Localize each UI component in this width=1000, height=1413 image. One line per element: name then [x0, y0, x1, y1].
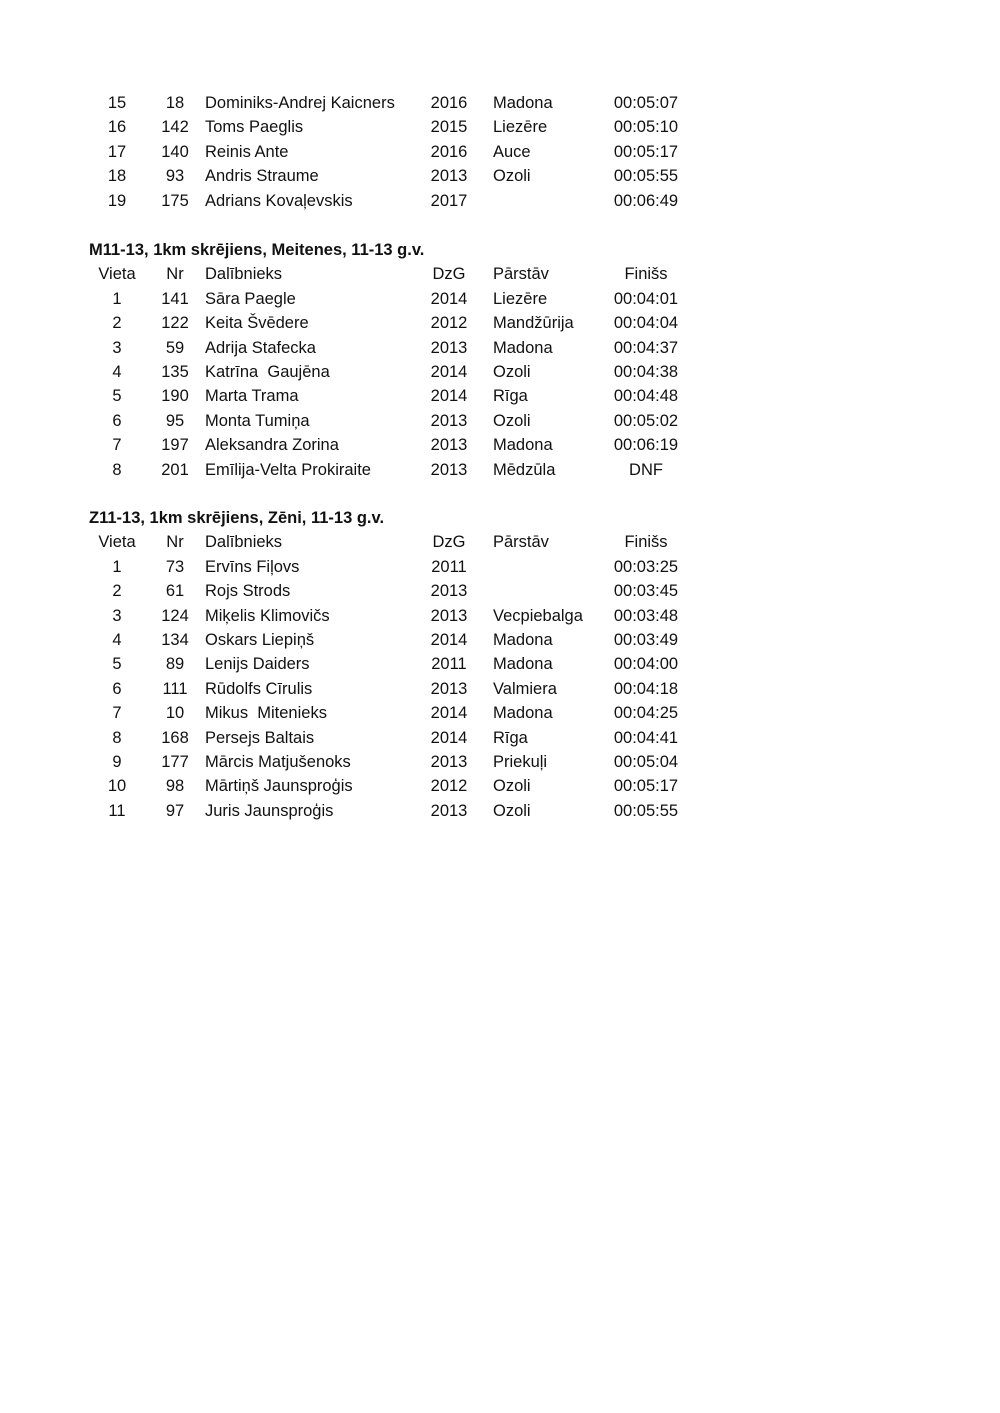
club-cell: Liezēre: [493, 118, 548, 137]
bib-number-cell: 122: [161, 314, 189, 333]
club-cell: Valmiera: [493, 679, 557, 698]
finish-time-cell: 00:06:19: [613, 436, 679, 455]
bib-number-cell: 201: [161, 460, 189, 479]
column-header-club: Pārstāv: [493, 533, 549, 552]
birth-year-cell: 2015: [430, 118, 468, 137]
table-row: [0, 652, 1000, 676]
table-row: [0, 189, 1000, 213]
bib-number-cell: 141: [161, 289, 189, 308]
birth-year-cell: 2013: [430, 582, 468, 601]
finish-time-cell: 00:04:18: [613, 679, 679, 698]
participant-name-cell: Adrians Kovaļevskis: [205, 191, 353, 210]
participant-name-cell: Emīlija-Velta Prokiraite: [205, 460, 371, 479]
bib-number-cell: 142: [161, 118, 189, 137]
participant-name-cell: Persejs Baltais: [205, 728, 315, 747]
birth-year-cell: 2016: [430, 94, 468, 112]
club-cell: Rīga: [493, 728, 528, 747]
participant-name-cell: Rūdolfs Cīrulis: [205, 679, 313, 698]
table-row: [0, 555, 1000, 579]
participant-name-cell: Adrija Stafecka: [205, 338, 316, 357]
table-row: [0, 799, 1000, 823]
bib-number-cell: 93: [165, 167, 185, 186]
table-row: [0, 311, 1000, 335]
table-row: [0, 750, 1000, 774]
bib-number-cell: 97: [165, 801, 185, 820]
birth-year-cell: 2014: [430, 289, 468, 308]
bib-number-cell: 95: [165, 411, 185, 430]
place-cell: 19: [107, 191, 127, 210]
place-cell: 4: [112, 362, 122, 381]
club-cell: Madona: [493, 704, 553, 723]
birth-year-cell: 2013: [430, 606, 468, 625]
table-row: [0, 91, 1000, 115]
place-cell: 7: [112, 704, 122, 723]
table-row: [0, 360, 1000, 384]
column-header-place: Vieta: [98, 533, 136, 552]
birth-year-cell: 2013: [430, 436, 468, 455]
birth-year-cell: 2013: [430, 167, 468, 186]
birth-year-cell: 2013: [430, 679, 468, 698]
birth-year-cell: 2012: [430, 777, 468, 796]
participant-name-cell: Miķelis Klimovičs: [205, 606, 330, 625]
club-cell: Ozoli: [493, 167, 531, 186]
finish-time-cell: 00:04:25: [613, 704, 679, 723]
place-cell: 6: [112, 679, 122, 698]
results-section-boys-11-13: [0, 506, 1000, 823]
finish-time-cell: DNF: [629, 460, 663, 479]
participant-name-cell: Toms Paeglis: [205, 118, 304, 137]
participant-name-cell: Juris Jaunsproģis: [205, 801, 334, 820]
club-cell: Mēdzūla: [493, 460, 556, 479]
participant-name-cell: Keita Švēdere: [205, 314, 309, 333]
bib-number-cell: 197: [161, 436, 189, 455]
finish-time-cell: 00:03:48: [613, 606, 679, 625]
column-header-birth-year: DzG: [432, 265, 466, 284]
table-row: [0, 409, 1000, 433]
finish-time-cell: 00:05:02: [613, 411, 679, 430]
bib-number-cell: 59: [165, 338, 185, 357]
club-cell: Liezēre: [493, 289, 548, 308]
participant-name-cell: Mārtiņš Jaunsproģis: [205, 777, 353, 796]
table-row: [0, 458, 1000, 482]
bib-number-cell: 134: [161, 630, 189, 649]
bib-number-cell: 190: [161, 387, 189, 406]
birth-year-cell: 2014: [430, 630, 468, 649]
birth-year-cell: 2012: [430, 314, 468, 333]
table-row: [0, 287, 1000, 311]
birth-year-cell: 2013: [430, 801, 468, 820]
table-row: [0, 115, 1000, 139]
bib-number-cell: 168: [161, 728, 189, 747]
participant-name-cell: Sāra Paegle: [205, 289, 296, 308]
table-row: [0, 701, 1000, 725]
birth-year-cell: 2014: [430, 362, 468, 381]
table-row: [0, 164, 1000, 188]
place-cell: 15: [107, 94, 127, 112]
table-row: [0, 433, 1000, 457]
finish-time-cell: 00:05:07: [613, 94, 679, 112]
birth-year-cell: 2014: [430, 704, 468, 723]
place-cell: 17: [107, 142, 127, 161]
bib-number-cell: 177: [161, 752, 189, 771]
club-cell: Rīga: [493, 387, 528, 406]
place-cell: 9: [112, 752, 122, 771]
bib-number-cell: 140: [161, 142, 189, 161]
finish-time-cell: 00:04:38: [613, 362, 679, 381]
club-cell: Ozoli: [493, 411, 531, 430]
table-row: [0, 579, 1000, 603]
birth-year-cell: 2011: [431, 557, 467, 576]
place-cell: 4: [112, 630, 122, 649]
bib-number-cell: 98: [165, 777, 185, 796]
club-cell: Ozoli: [493, 777, 531, 796]
birth-year-cell: 2011: [431, 655, 467, 674]
participant-name-cell: Dominiks-Andrej Kaicners: [205, 94, 395, 112]
place-cell: 5: [112, 387, 122, 406]
finish-time-cell: 00:04:04: [613, 314, 679, 333]
birth-year-cell: 2013: [430, 338, 468, 357]
column-header-finish: Finišs: [624, 265, 668, 284]
place-cell: 6: [112, 411, 122, 430]
finish-time-cell: 00:06:49: [613, 191, 679, 210]
place-cell: 1: [112, 289, 122, 308]
club-cell: Vecpiebalga: [493, 606, 583, 625]
participant-name-cell: Rojs Strods: [205, 582, 291, 601]
table-row: [0, 677, 1000, 701]
place-cell: 11: [108, 801, 126, 820]
finish-time-cell: 00:03:25: [613, 557, 679, 576]
place-cell: 16: [107, 118, 127, 137]
birth-year-cell: 2014: [430, 387, 468, 406]
birth-year-cell: 2014: [430, 728, 468, 747]
club-cell: Mandžūrija: [493, 314, 574, 333]
column-header-finish: Finišs: [624, 533, 668, 552]
place-cell: 3: [112, 338, 122, 357]
place-cell: 7: [112, 436, 122, 455]
bib-number-cell: 89: [165, 655, 185, 674]
finish-time-cell: 00:04:01: [613, 289, 679, 308]
place-cell: 2: [112, 582, 122, 601]
club-cell: Madona: [493, 94, 553, 112]
section-title: Z11-13, 1km skrējiens, Zēni, 11-13 g.v.: [89, 509, 385, 527]
club-cell: Priekuļi: [493, 752, 548, 771]
participant-name-cell: Mārcis Matjušenoks: [205, 752, 351, 771]
place-cell: 10: [107, 777, 127, 796]
column-header-birth-year: DzG: [432, 533, 466, 552]
birth-year-cell: 2013: [430, 752, 468, 771]
place-cell: 1: [112, 557, 122, 576]
participant-name-cell: Mikus Mitenieks: [205, 704, 327, 723]
club-cell: Madona: [493, 630, 553, 649]
participant-name-cell: Lenijs Daiders: [205, 655, 310, 674]
club-cell: Ozoli: [493, 801, 531, 820]
bib-number-cell: 135: [161, 362, 189, 381]
bib-number-cell: 61: [165, 582, 185, 601]
table-header-row: [0, 262, 1000, 286]
finish-time-cell: 00:04:41: [613, 728, 679, 747]
table-row: [0, 140, 1000, 164]
table-row: [0, 604, 1000, 628]
column-header-nr: Nr: [166, 533, 184, 552]
club-cell: Madona: [493, 338, 553, 357]
birth-year-cell: 2016: [430, 142, 468, 161]
finish-time-cell: 00:05:17: [613, 777, 679, 796]
finish-time-cell: 00:05:17: [613, 142, 679, 161]
table-row: [0, 384, 1000, 408]
participant-name-cell: Andris Straume: [205, 167, 319, 186]
place-cell: 5: [112, 655, 122, 674]
participant-name-cell: Aleksandra Zorina: [205, 436, 339, 455]
column-header-participant: Dalībnieks: [205, 265, 283, 284]
place-cell: 3: [112, 606, 122, 625]
bib-number-cell: 73: [165, 557, 185, 576]
participant-name-cell: Ervīns Fiļovs: [205, 557, 300, 576]
finish-time-cell: 00:05:04: [613, 752, 679, 771]
place-cell: 8: [112, 728, 122, 747]
place-cell: 18: [107, 167, 127, 186]
participant-name-cell: Reinis Ante: [205, 142, 289, 161]
bib-number-cell: 175: [161, 191, 189, 210]
birth-year-cell: 2017: [430, 191, 468, 210]
finish-time-cell: 00:05:10: [613, 118, 679, 137]
table-row: [0, 726, 1000, 750]
column-header-place: Vieta: [98, 265, 136, 284]
finish-time-cell: 00:04:48: [613, 387, 679, 406]
column-header-nr: Nr: [166, 265, 184, 284]
bib-number-cell: 10: [165, 704, 185, 723]
club-cell: Auce: [493, 142, 531, 161]
column-header-club: Pārstāv: [493, 265, 549, 284]
club-cell: Madona: [493, 436, 553, 455]
finish-time-cell: 00:03:49: [613, 630, 679, 649]
bib-number-cell: 18: [165, 94, 185, 112]
finish-time-cell: 00:04:37: [613, 338, 679, 357]
place-cell: 2: [112, 314, 122, 333]
club-cell: Madona: [493, 655, 553, 674]
finish-time-cell: 00:05:55: [613, 801, 679, 820]
club-cell: Ozoli: [493, 362, 531, 381]
table-row: [0, 336, 1000, 360]
participant-name-cell: Oskars Liepiņš: [205, 630, 315, 649]
finish-time-cell: 00:05:55: [613, 167, 679, 186]
participant-name-cell: Monta Tumiņa: [205, 411, 310, 430]
table-row: [0, 774, 1000, 798]
place-cell: 8: [112, 460, 122, 479]
table-header-row: [0, 530, 1000, 554]
results-section-continued: [0, 91, 1000, 213]
table-row: [0, 628, 1000, 652]
birth-year-cell: 2013: [430, 411, 468, 430]
bib-number-cell: 111: [162, 679, 188, 698]
finish-time-cell: 00:04:00: [613, 655, 679, 674]
birth-year-cell: 2013: [430, 460, 468, 479]
results-section-girls-11-13: [0, 238, 1000, 482]
section-title: M11-13, 1km skrējiens, Meitenes, 11-13 g.v.: [89, 241, 425, 259]
participant-name-cell: Marta Trama: [205, 387, 299, 406]
participant-name-cell: Katrīna Gaujēna: [205, 362, 330, 381]
finish-time-cell: 00:03:45: [613, 582, 679, 601]
bib-number-cell: 124: [161, 606, 189, 625]
column-header-participant: Dalībnieks: [205, 533, 283, 552]
